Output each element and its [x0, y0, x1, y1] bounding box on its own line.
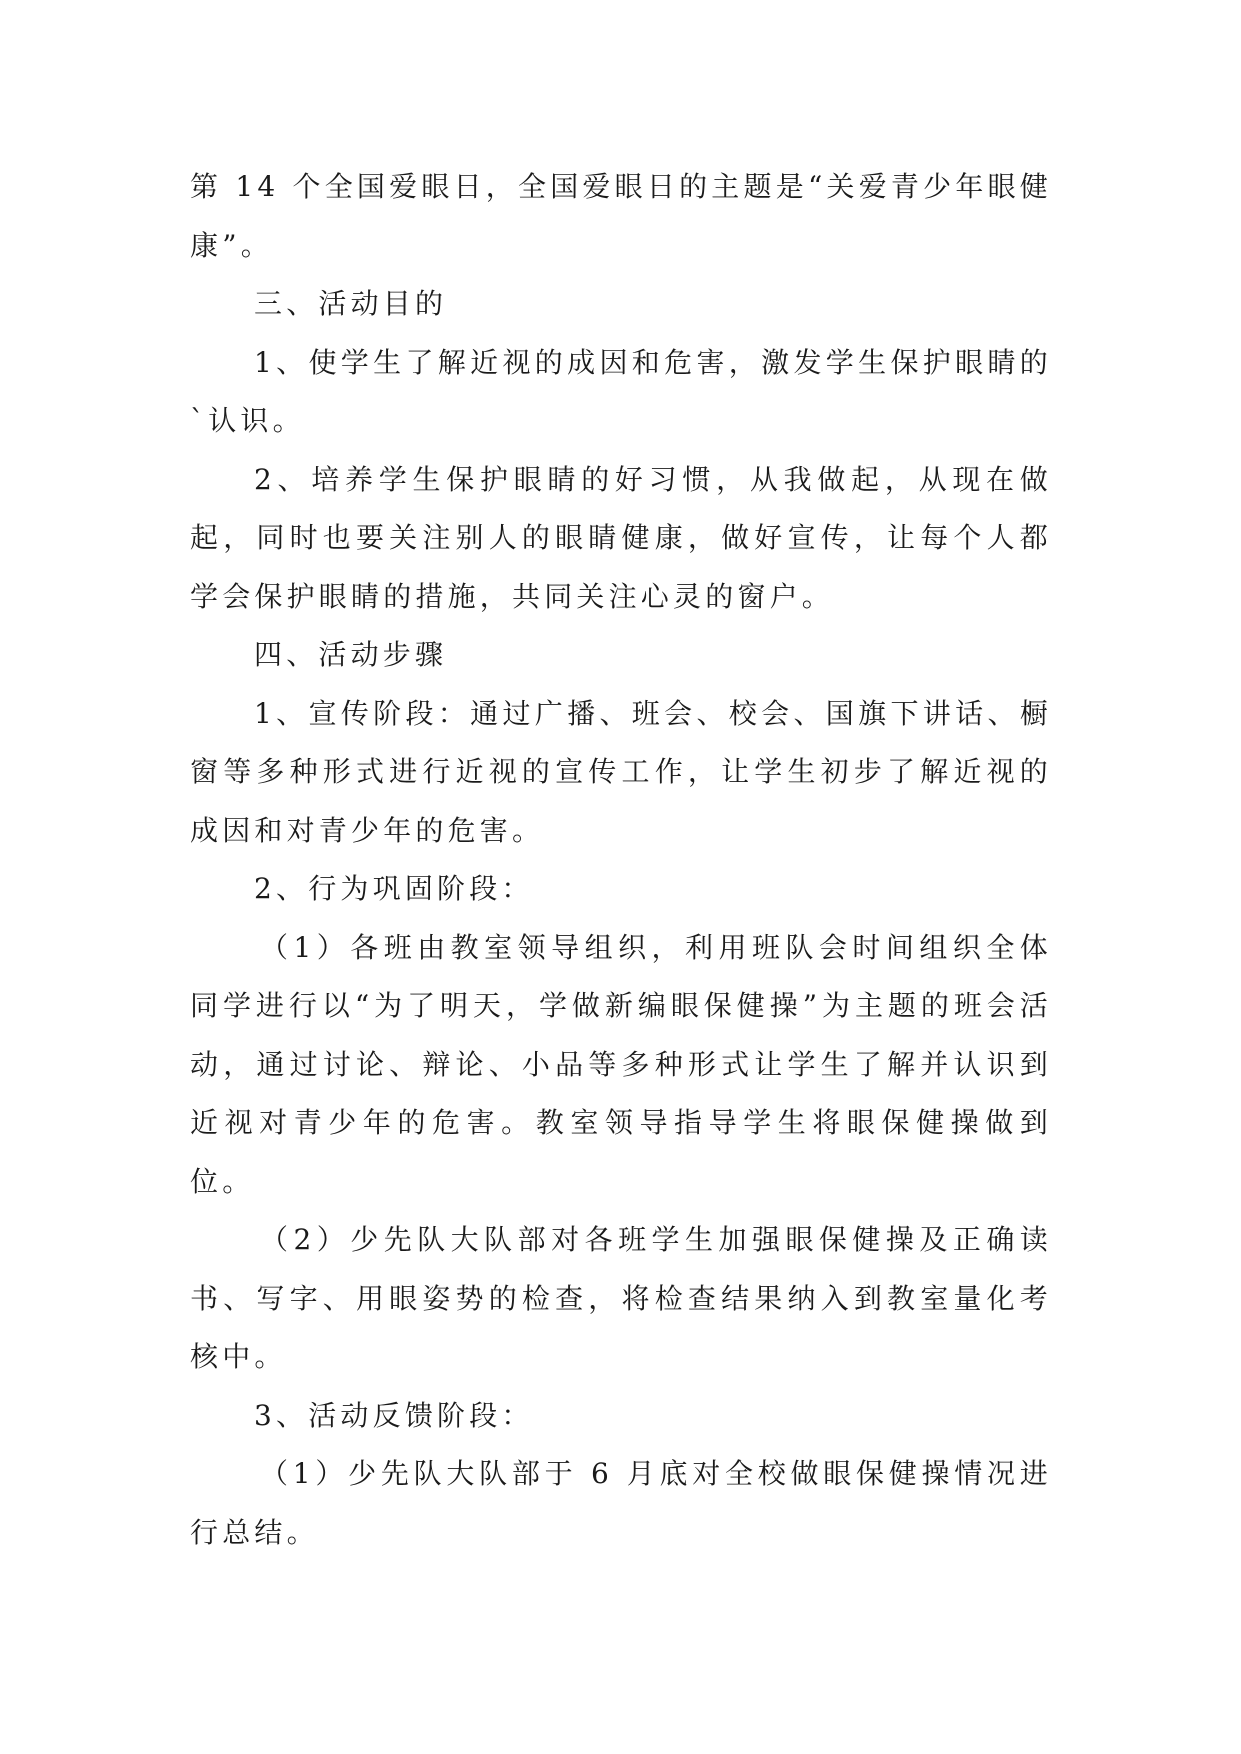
paragraph-theme-continuation: 第 14 个全国爱眼日，全国爱眼日的主题是“关爱青少年眼健康”。: [190, 170, 1052, 262]
paragraph-step-3-item-1: （1）少先队大队部于 6 月底对全校做眼保健操情况进行总结。: [190, 1457, 1052, 1549]
paragraph-step-2-item-1: （1）各班由教室领导组织，利用班队会时间组织全体同学进行以“为了明天，学做新编眼保健操”为主题的班会活动，通过讨论、辩论、小品等多种形式让学生了解并认识到近视对青少年的危害。教室领导指导学生将眼保健操做到位。: [190, 930, 1052, 1198]
heading-activity-steps: 四、活动步骤: [254, 638, 448, 671]
heading-activity-purpose: 三、活动目的: [254, 287, 448, 320]
paragraph-step-1-publicity: 1、宣传阶段：通过广播、班会、校会、国旗下讲话、橱窗等多种形式进行近视的宣传工作，让学生初步了解近视的成因和对青少年的危害。: [190, 696, 1052, 847]
document-body: [190, 158, 1052, 1562]
paragraph-step-3-feedback: 3、活动反馈阶段：: [254, 1398, 534, 1432]
paragraph-step-2-item-2: （2）少先队大队部对各班学生加强眼保健操及正确读书、写字、用眼姿势的检查，将检查结果纳入到教室量化考核中。: [190, 1223, 1052, 1373]
paragraph-purpose-1: 1、使学生了解近视的成因和危害，激发学生保护眼睛的`认识。: [190, 345, 1052, 437]
paragraph-purpose-2: 2、培养学生保护眼睛的好习惯，从我做起，从现在做起，同时也要关注别人的眼睛健康，做好宣传，让每个人都学会保护眼睛的措施，共同关注心灵的窗户。: [190, 462, 1052, 613]
paragraph-step-2-consolidation: 2、行为巩固阶段：: [254, 872, 534, 905]
